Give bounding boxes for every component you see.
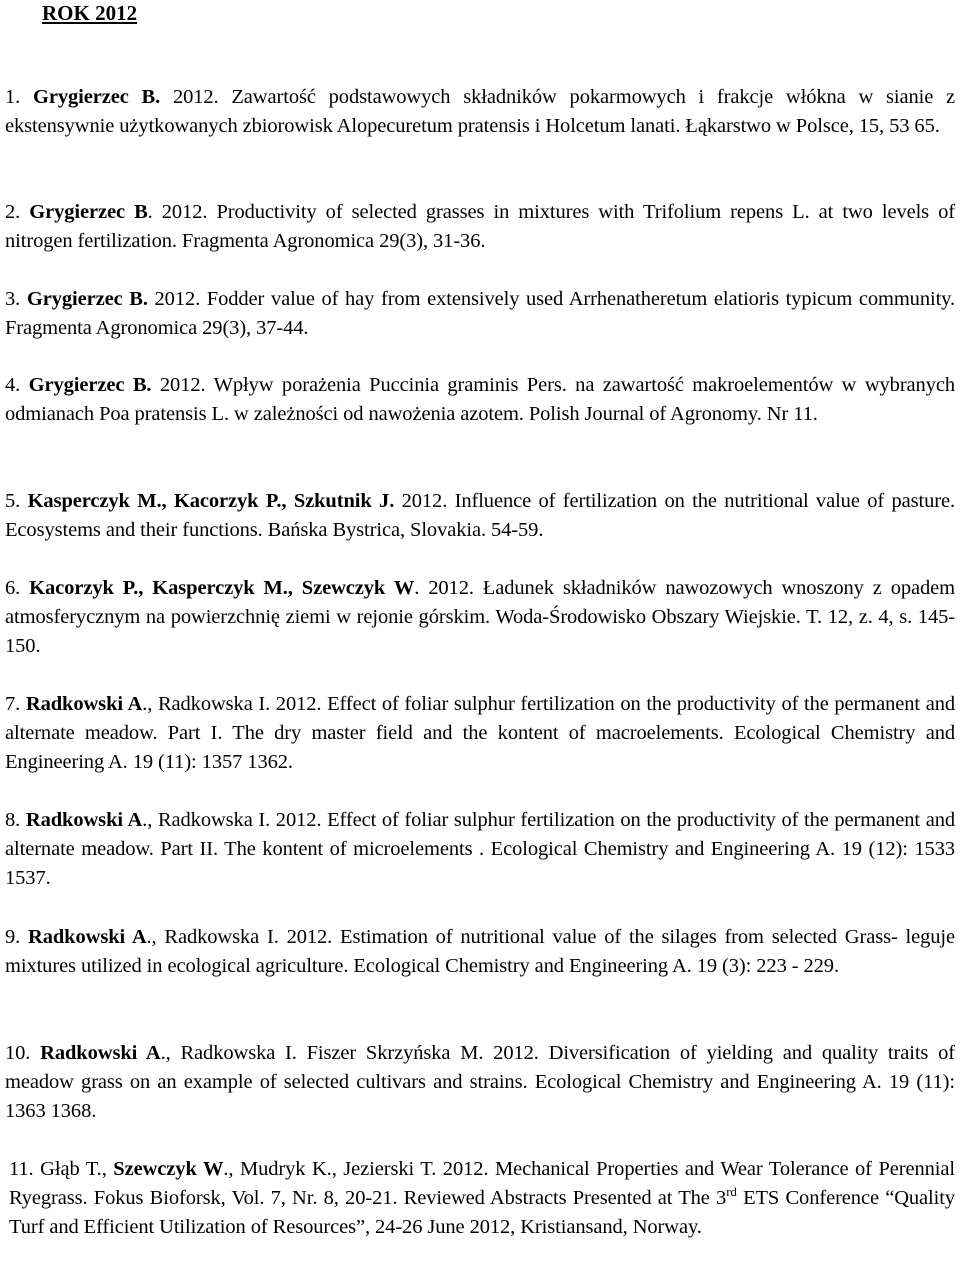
reference-item-3	[5, 285, 955, 343]
reference-item-9	[5, 923, 955, 981]
reference-number: 2.	[5, 201, 21, 223]
reference-authors: Radkowski A	[40, 1042, 161, 1064]
reference-details: . 2012. Productivity of selected grasses in mixtures with Trifolium repens L. at two levels of nitrogen fertilization. Fragmenta Agronomica 29(3), 31-36.	[5, 201, 956, 252]
reference-details: ., Radkowska I. 2012. Estimation of nutritional value of the silages from selected Grass- leguje mixtures utilized in ecological agriculture. Ecological Chemistry and Engineering A. 19 (3): 223 - 229.	[5, 926, 956, 977]
reference-item-2	[5, 198, 955, 256]
reference-details: . 2012. Ładunek składników nawozowych wnoszony z opadem atmosferycznym na powierzchnię ziemi w rejonie górskim. Woda-Środowisko Obszary Wiejskie. T. 12, z. 4, s. 145-150.	[5, 577, 956, 657]
reference-authors: Szewczyk W	[113, 1158, 224, 1180]
reference-item-6	[5, 574, 955, 661]
reference-number: 6.	[5, 577, 21, 599]
reference-authors: Grygierzec B.	[26, 288, 148, 310]
reference-details: 2012. Fodder value of hay from extensively used Arrhenatheretum elatioris typicum community. Fragmenta Agronomica 29(3), 37-44.	[5, 288, 956, 339]
reference-number: 1.	[5, 86, 21, 108]
reference-details: ., Radkowska I. 2012. Effect of foliar sulphur fertilization on the productivity of the permanent and alternate meadow. Part II. The kontent of microelements . Ecological Chemistry and Engineering A. 19 (12): 1533 1537.	[5, 809, 956, 889]
reference-details: ., Radkowska I. Fiszer Skrzyńska M. 2012. Diversification of yielding and quality traits of meadow grass on an example of selected cultivars and strains. Ecological Chemistry and Engineering A. 19 (11): 1363 1368.	[5, 1042, 955, 1122]
reference-item-1	[5, 83, 955, 141]
reference-details: ., Radkowska I. 2012. Effect of foliar sulphur fertilization on the productivity of the permanent and alternate meadow. Part I. The dry master field and the kontent of macroelements. Ecological Chemistry and Engineering A. 19 (11): 1357 1362.	[5, 693, 956, 773]
reference-item-8	[5, 806, 955, 893]
section-heading: ROK 2012	[42, 1, 138, 25]
reference-authors: Kasperczyk M., Kacorzyk P., Szkutnik J.	[27, 490, 395, 512]
reference-number: 9.	[5, 926, 21, 948]
reference-authors: Grygierzec B.	[33, 86, 161, 108]
reference-item-10	[5, 1039, 955, 1126]
reference-authors: Radkowski A	[25, 693, 143, 715]
reference-authors: Radkowski A	[25, 809, 143, 831]
reference-number: 10.	[5, 1042, 31, 1064]
reference-authors: Grygierzec B.	[28, 374, 152, 396]
reference-authors: Radkowski A	[28, 926, 147, 948]
reference-number: 8.	[5, 809, 21, 831]
reference-details: 2012. Zawartość podstawowych składników pokarmowych i frakcje włókna w sianie z ekstensywnie użytkowanych zbiorowisk Alopecuretum pratensis i Holcetum lanati. Łąkarstwo w Polsce, 15, 53 65.	[5, 86, 956, 137]
reference-number: 11.	[9, 1158, 34, 1180]
reference-details: ., Mudryk K., Jezierski T. 2012. Mechanical Properties and Wear Tolerance of Perennial Ryegrass. Fokus Bioforsk, Vol. 7, Nr. 8, 20-21. Reviewed Abstracts Presented at The 3	[9, 1158, 955, 1209]
reference-details: 2012. Influence of fertilization on the nutritional value of pasture. Ecosystems and their functions. Bańska Bystrica, Slovakia. 54-59.	[5, 490, 955, 541]
reference-item-11	[9, 1155, 955, 1242]
reference-authors: Kacorzyk P., Kasperczyk M., Szewczyk W	[29, 577, 415, 599]
reference-number: 7.	[5, 693, 21, 715]
reference-number: 4.	[5, 374, 21, 396]
reference-item-5	[5, 487, 955, 545]
reference-number: 3.	[5, 288, 21, 310]
reference-details-continued: ETS Conference “Quality Turf and Efficient Utilization of Resources”, 24-26 June 2012, Kristiansand, Norway.	[9, 1187, 955, 1238]
reference-details: 2012. Wpływ porażenia Puccinia graminis Pers. na zawartość makroelementów w wybranych odmianach Poa pratensis L. w zależności od nawożenia azotem. Polish Journal of Agronomy. Nr 11.	[5, 374, 956, 425]
reference-item-4	[5, 371, 955, 429]
reference-number: 5.	[5, 490, 21, 512]
ordinal-suffix: rd	[726, 1184, 737, 1200]
reference-item-7	[5, 690, 955, 777]
reference-authors: Grygierzec B	[29, 201, 148, 223]
reference-first-author: Głąb T.,	[40, 1158, 114, 1180]
